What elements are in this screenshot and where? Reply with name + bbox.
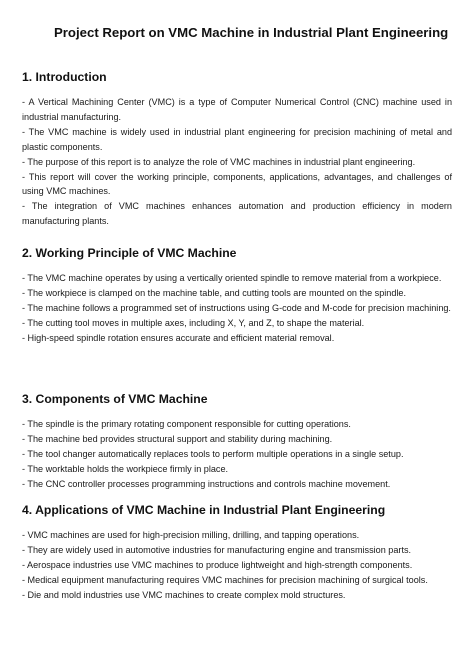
bullet-item: - VMC machines are used for high-precision milling, drilling, and tapping operations. [22, 530, 360, 540]
bullet-item: - The worktable holds the workpiece firmly in place. [22, 463, 229, 474]
bullet-list [22, 528, 452, 603]
bullet-item: - A Vertical Machining Center (VMC) is a type of Computer Numerical Control (CNC) machine used in industrial manufacturing. [22, 97, 452, 122]
section-introduction [22, 69, 452, 229]
section-applications [22, 502, 452, 603]
section-working-principle [22, 245, 452, 346]
bullet-list [22, 95, 452, 229]
document-title: Project Report on VMC Machine in Industrial Plant Engineering [54, 25, 449, 40]
bullet-item: - The purpose of this report is to analyze the role of VMC machines in industrial plant engineering. [22, 156, 416, 167]
bullet-item: - They are widely used in automotive industries for manufacturing engine and transmission parts. [22, 544, 412, 555]
section-heading: 4. Applications of VMC Machine in Industrial Plant Engineering [22, 503, 386, 517]
bullet-list [22, 417, 452, 492]
bullet-item: - The VMC machine is widely used in industrial plant engineering for precision machining of metal and plastic components. [22, 126, 452, 152]
section-heading: 3. Components of VMC Machine [22, 392, 208, 406]
bullet-item: - Aerospace industries use VMC machines to produce lightweight and high-strength components. [22, 559, 413, 570]
bullet-item: - Die and mold industries use VMC machines to create complex mold structures. [22, 589, 346, 600]
section-heading: 2. Working Principle of VMC Machine [22, 246, 237, 260]
bullet-list [22, 271, 452, 346]
bullet-item: - The tool changer automatically replaces tools to perform multiple operations in a single setup. [22, 448, 404, 459]
bullet-item: - The VMC machine operates by using a vertically oriented spindle to remove material from a workpiece. [22, 273, 442, 283]
bullet-item: - The machine bed provides structural support and stability during machining. [22, 433, 333, 444]
bullet-item: - The machine follows a programmed set of instructions using G-code and M-code for precision machining. [22, 302, 451, 313]
bullet-item: - The workpiece is clamped on the machine table, and cutting tools are mounted on the spindle. [22, 287, 407, 298]
bullet-item: - High-speed spindle rotation ensures accurate and efficient material removal. [22, 332, 335, 343]
bullet-item: - The CNC controller processes programming instructions and controls machine movement. [22, 478, 391, 489]
bullet-item: - The cutting tool moves in multiple axes, including X, Y, and Z, to shape the material. [22, 317, 365, 328]
section-heading: 1. Introduction [22, 70, 107, 84]
bullet-item: - This report will cover the working principle, components, applications, advantages, and challenges of using VMC machines. [22, 171, 452, 197]
bullet-item: - The spindle is the primary rotating component responsible for cutting operations. [22, 419, 351, 429]
bullet-item: - Medical equipment manufacturing requires VMC machines for precision machining of surgical tools. [22, 574, 428, 585]
bullet-item: - The integration of VMC machines enhances automation and production efficiency in modern manufacturing plants. [22, 201, 452, 227]
section-components [22, 391, 452, 492]
